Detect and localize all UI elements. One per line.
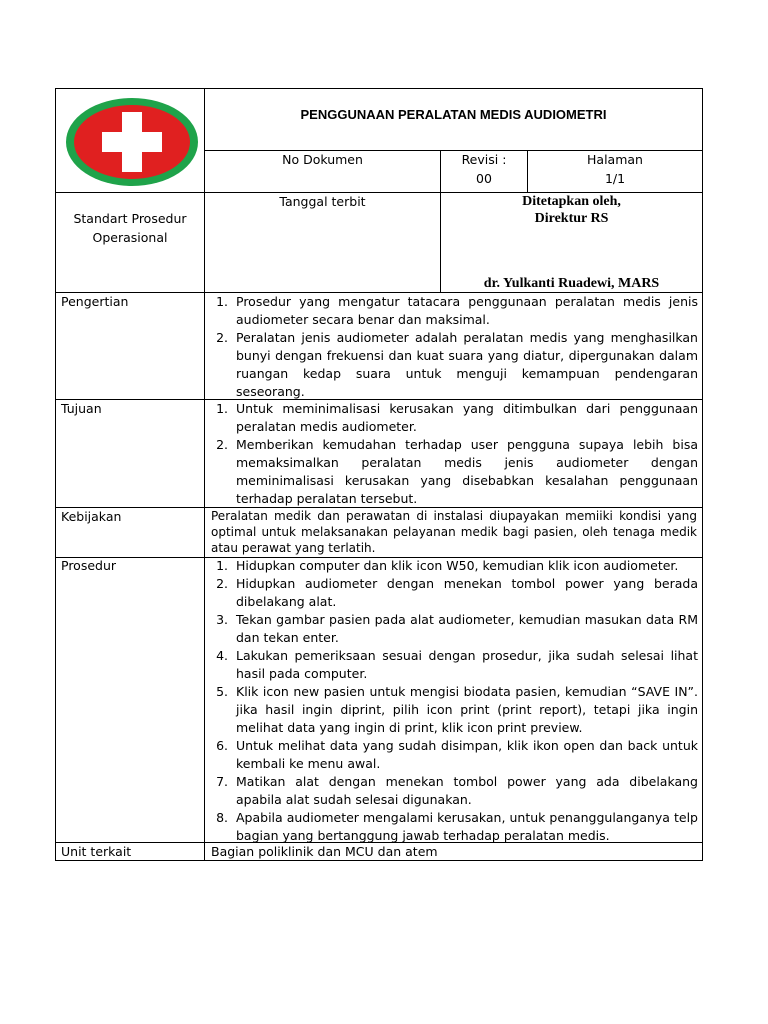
list-item-text: Hidupkan audiometer dengan menekan tombol power yang berada dibelakang alat. bbox=[236, 576, 698, 609]
unit-terkait-label: Unit terkait bbox=[61, 844, 132, 859]
tujuan-label: Tujuan bbox=[61, 401, 102, 416]
revisi-value: 00 bbox=[476, 171, 492, 186]
prosedur-label: Prosedur bbox=[61, 558, 117, 573]
direktur-label: Direktur RS bbox=[534, 211, 609, 226]
list-item-text: Memberikan kemudahan terhadap user pengguna supaya lebih bisa memaksimalkan peralatan medis jenis audiometer dengan meminimalisasi kerusakan yang disebabkan kesalahan penggunaan terhadap peralatan tersebut. bbox=[236, 437, 698, 506]
list-item-text: Lakukan pemeriksaan sesuai dengan prosedur, jika sudah selesai lihat hasil pada computer. bbox=[236, 648, 698, 681]
list-item-text: Hidupkan computer dan klik icon W50, kemudian klik icon audiometer. bbox=[236, 558, 679, 573]
list-item-text: Klik icon new pasien untuk mengisi biodata pasien, kemudian “SAVE IN”. jika hasil ingin diprint, pilih icon print (print report), tetapi jika ingin melihat data yang ingin di print, klik icon print preview. bbox=[236, 684, 698, 735]
pengertian-label: Pengertian bbox=[61, 294, 129, 309]
list-item-text: Prosedur yang mengatur tatacara penggunaan peralatan medis jenis audiometer secara benar dan maksimal. bbox=[236, 294, 698, 327]
sop-label-line1: Standart Prosedur bbox=[73, 211, 187, 226]
ditetapkan-label: Ditetapkan oleh, bbox=[522, 194, 621, 209]
signatory-name: dr. Yulkanti Ruadewi, MARS bbox=[483, 276, 660, 291]
tanggal-terbit-label: Tanggal terbit bbox=[279, 194, 366, 209]
page-title: PENGGUNAAN PERALATAN MEDIS AUDIOMETRI bbox=[300, 107, 607, 122]
revisi-label: Revisi : bbox=[461, 152, 507, 167]
red-cross-logo bbox=[64, 96, 200, 188]
unit-terkait-text: Bagian poliklinik dan MCU dan atem bbox=[211, 844, 438, 859]
no-dokumen-label: No Dokumen bbox=[282, 152, 363, 167]
halaman-value: 1/1 bbox=[604, 171, 626, 186]
list-item-text: Tekan gambar pasien pada alat audiometer, kemudian masukan data RM dan tekan enter. bbox=[236, 612, 698, 645]
kebijakan-text: Peralatan medik dan perawatan di instalasi diupayakan memiiki kondisi yang optimal untuk melaksanakan pelayanan medik bagi pasien, oleh tenaga medik atau perawat yang terlatih. bbox=[211, 509, 697, 555]
list-item-text: Peralatan jenis audiometer adalah peralatan medis yang menghasilkan bunyi dengan frekuensi dan kuat suara yang diatur, dipergunakan dalam ruangan kedap suara untuk menguji kemampuan pendengaran seseorang. bbox=[236, 330, 698, 399]
list-item-text: Untuk melihat data yang sudah disimpan, klik ikon open dan back untuk kembali ke menu awal. bbox=[236, 738, 698, 771]
sop-label bbox=[56, 210, 204, 247]
kebijakan-label: Kebijakan bbox=[61, 509, 122, 524]
list-item-text: Apabila audiometer mengalami kerusakan, untuk penanggulanganya telp bagian yang bertanggung jawab terhadap peralatan medis. bbox=[236, 810, 698, 843]
sop-label-line2: Operasional bbox=[92, 230, 168, 245]
list-item-text: Untuk meminimalisasi kerusakan yang ditimbulkan dari penggunaan peralatan medis audiometer. bbox=[236, 401, 698, 434]
halaman-label: Halaman bbox=[587, 152, 643, 167]
list-item-text: Matikan alat dengan menekan tombol power yang ada dibelakang apabila alat sudah selesai digunakan. bbox=[236, 774, 698, 807]
